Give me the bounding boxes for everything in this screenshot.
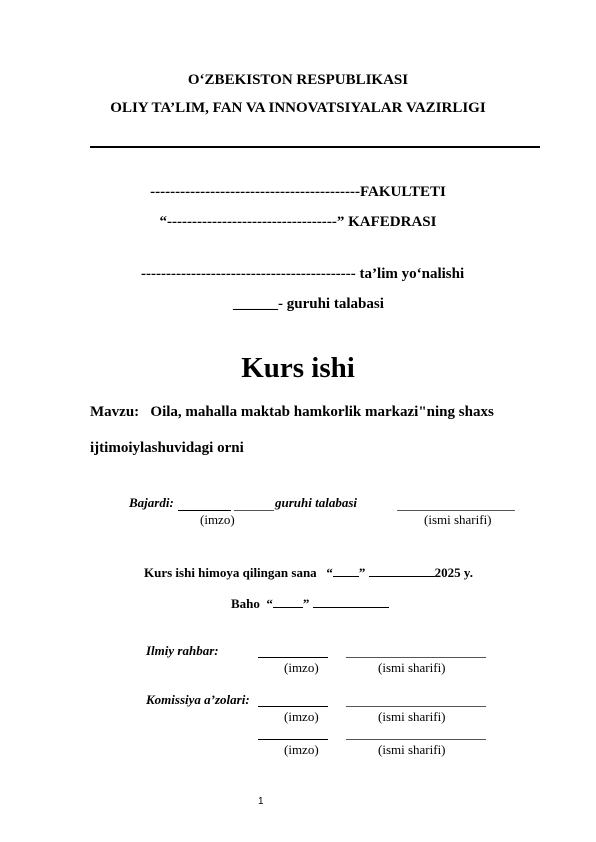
commission-signature-caption-1: (imzo): [284, 709, 319, 724]
ministry-header-line2: OLIY TA’LIM, FAN VA INNOVATSIYALAR VAZIRLIGI: [110, 100, 486, 116]
topic-text-1: Oila, mahalla maktab hamkorlik markazi"ning shaxs: [150, 404, 494, 420]
grade-quote-open: “: [266, 596, 273, 611]
defense-month-blank: [369, 565, 435, 577]
completed-by-blank-2: [234, 510, 274, 511]
group-label: - guruhi talabasi: [278, 296, 384, 312]
defense-quote-close: ”: [358, 565, 366, 580]
topic-line1: [90, 404, 494, 421]
defense-day-blank: [333, 565, 359, 577]
supervisor-signature-caption: (imzo): [284, 660, 319, 675]
group-line: [233, 296, 384, 313]
ministry-header-line1: O‘ZBEKISTON RESPUBLIKASI: [187, 72, 409, 88]
fullname-caption: (ismi sharifi): [424, 512, 492, 527]
signature-caption: (imzo): [200, 512, 235, 527]
commission-label: Komissiya a’zolari:: [146, 692, 250, 707]
topic-label: Mavzu:: [90, 404, 140, 420]
commission-signature-blank-1: [258, 706, 328, 707]
grade-label: Baho: [231, 596, 260, 611]
supervisor-name-blank: [346, 657, 486, 658]
commission-name-caption-1: (ismi sharifi): [378, 709, 446, 724]
defense-date-line: [144, 565, 473, 581]
topic-line2: ijtimoiylashuvidagi orni: [90, 440, 244, 456]
defense-date-label: Kurs ishi himoya qilingan sana: [144, 565, 317, 580]
supervisor-signature-blank: [258, 657, 328, 658]
group-student-label: guruhi talabasi: [275, 495, 358, 510]
completed-by-blank-1: [178, 510, 231, 511]
grade-quote-close: ”: [302, 596, 310, 611]
department-line: “----------------------------------” KAFEDRASI: [159, 214, 437, 230]
page-number: 1: [258, 796, 264, 807]
defense-year: 2025 y.: [434, 565, 473, 580]
commission-signature-blank-2: [258, 739, 328, 740]
student-name-blank: [397, 510, 515, 511]
group-blank: ______: [233, 296, 278, 312]
education-direction-line: ------------------------------------------- ta’lim yo‘nalishi: [141, 266, 465, 282]
grade-value-blank: [273, 596, 303, 608]
commission-name-blank-1: [346, 706, 486, 707]
header-divider: [90, 146, 540, 148]
grade-line: [231, 596, 389, 612]
grade-words-blank: [313, 596, 389, 608]
defense-quote-open: “: [326, 565, 333, 580]
commission-signature-caption-2: (imzo): [284, 742, 319, 757]
commission-name-blank-2: [346, 739, 486, 740]
document-title: Kurs ishi: [241, 352, 355, 384]
supervisor-label: Ilmiy rahbar:: [146, 643, 219, 658]
commission-name-caption-2: (ismi sharifi): [378, 742, 446, 757]
faculty-line: ------------------------------------------FAKULTETI: [150, 184, 446, 200]
completed-by-label: Bajardi:: [129, 495, 174, 510]
supervisor-name-caption: (ismi sharifi): [378, 660, 446, 675]
